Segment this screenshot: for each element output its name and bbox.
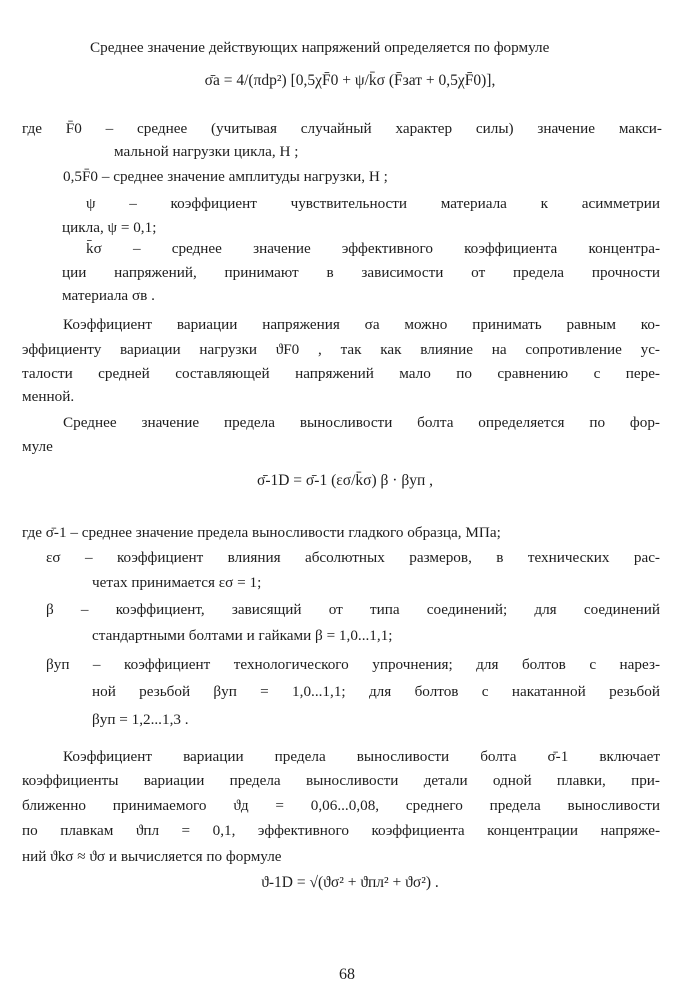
definition-line: материала σв .	[62, 287, 155, 304]
definition-line: βуп – коэффициент технологического упрочнения; для болтов с нарез-	[46, 656, 660, 673]
paragraph-line: ближенно принимаемого ϑд = 0,06...0,08, среднего предела выносливости	[22, 797, 660, 814]
definition-line: ψ – коэффициент чувствительности материала к асимметрии	[86, 195, 660, 212]
definition-line: мальной нагрузки цикла, Н ;	[114, 143, 299, 160]
formula-variation-coefficient: ϑ-1D = √(ϑσ² + ϑпл² + ϑσ²) .	[261, 874, 439, 891]
paragraph-line: по плавкам ϑпл = 0,1, эффективного коэффициента концентрации напряже-	[22, 822, 660, 839]
paragraph-line: эффициенту вариации нагрузки ϑF0 , так как влияние на сопротивление ус-	[22, 341, 660, 358]
paragraph-line: ний ϑkσ ≈ ϑσ и вычисляется по формуле	[22, 848, 282, 865]
definition-line: ции напряжений, принимают в зависимости от предела прочности	[62, 264, 660, 281]
definition-line: εσ – коэффициент влияния абсолютных размеров, в технических рас-	[46, 549, 660, 566]
definition-line: ной резьбой βуп = 1,0...1,1; для болтов с накатанной резьбой	[92, 683, 660, 700]
paragraph-line: Коэффициент вариации напряжения σa можно принимать равным ко-	[63, 316, 660, 333]
paragraph-line: менной.	[22, 388, 75, 405]
definition-line: где σ̄-1 – среднее значение предела выносливости гладкого образца, МПа;	[22, 524, 501, 541]
definition-line: где F̄0 – среднее (учитывая случайный характер силы) значение макси-	[22, 120, 662, 137]
paragraph-intro: Среднее значение действующих напряжений определяется по формуле	[90, 39, 550, 56]
definition-line: β – коэффициент, зависящий от типа соединений; для соединений	[46, 601, 660, 618]
paragraph-line: талости средней составляющей напряжений мало по сравнению с пере-	[22, 365, 660, 382]
page-number: 68	[339, 966, 355, 983]
definition-line: 0,5F̄0 – среднее значение амплитуды нагрузки, Н ;	[63, 168, 388, 185]
paragraph-line: Коэффициент вариации предела выносливости болта σ̄-1 включает	[63, 748, 660, 765]
definition-line: четах принимается εσ = 1;	[92, 574, 262, 591]
definition-line: βуп = 1,2...1,3 .	[92, 711, 189, 728]
definition-line: цикла, ψ = 0,1;	[62, 219, 157, 236]
paragraph-line: коэффициенты вариации предела выносливости детали одной плавки, при-	[22, 772, 660, 789]
formula-mean-stress: σ̄a = 4/(πdp²) [0,5χF̄0 + ψ/k̄σ (F̄зат + 0,5χF̄0)],	[204, 72, 496, 89]
definition-line: стандартными болтами и гайками β = 1,0...1,1;	[92, 627, 393, 644]
paragraph-line: Среднее значение предела выносливости болта определяется по фор-	[63, 414, 660, 431]
definition-line: k̄σ – среднее значение эффективного коэффициента концентра-	[86, 240, 660, 257]
paragraph-line: муле	[22, 438, 53, 455]
formula-endurance-limit: σ̄-1D = σ̄-1 (εσ/k̄σ) β · βуп ,	[256, 472, 434, 489]
